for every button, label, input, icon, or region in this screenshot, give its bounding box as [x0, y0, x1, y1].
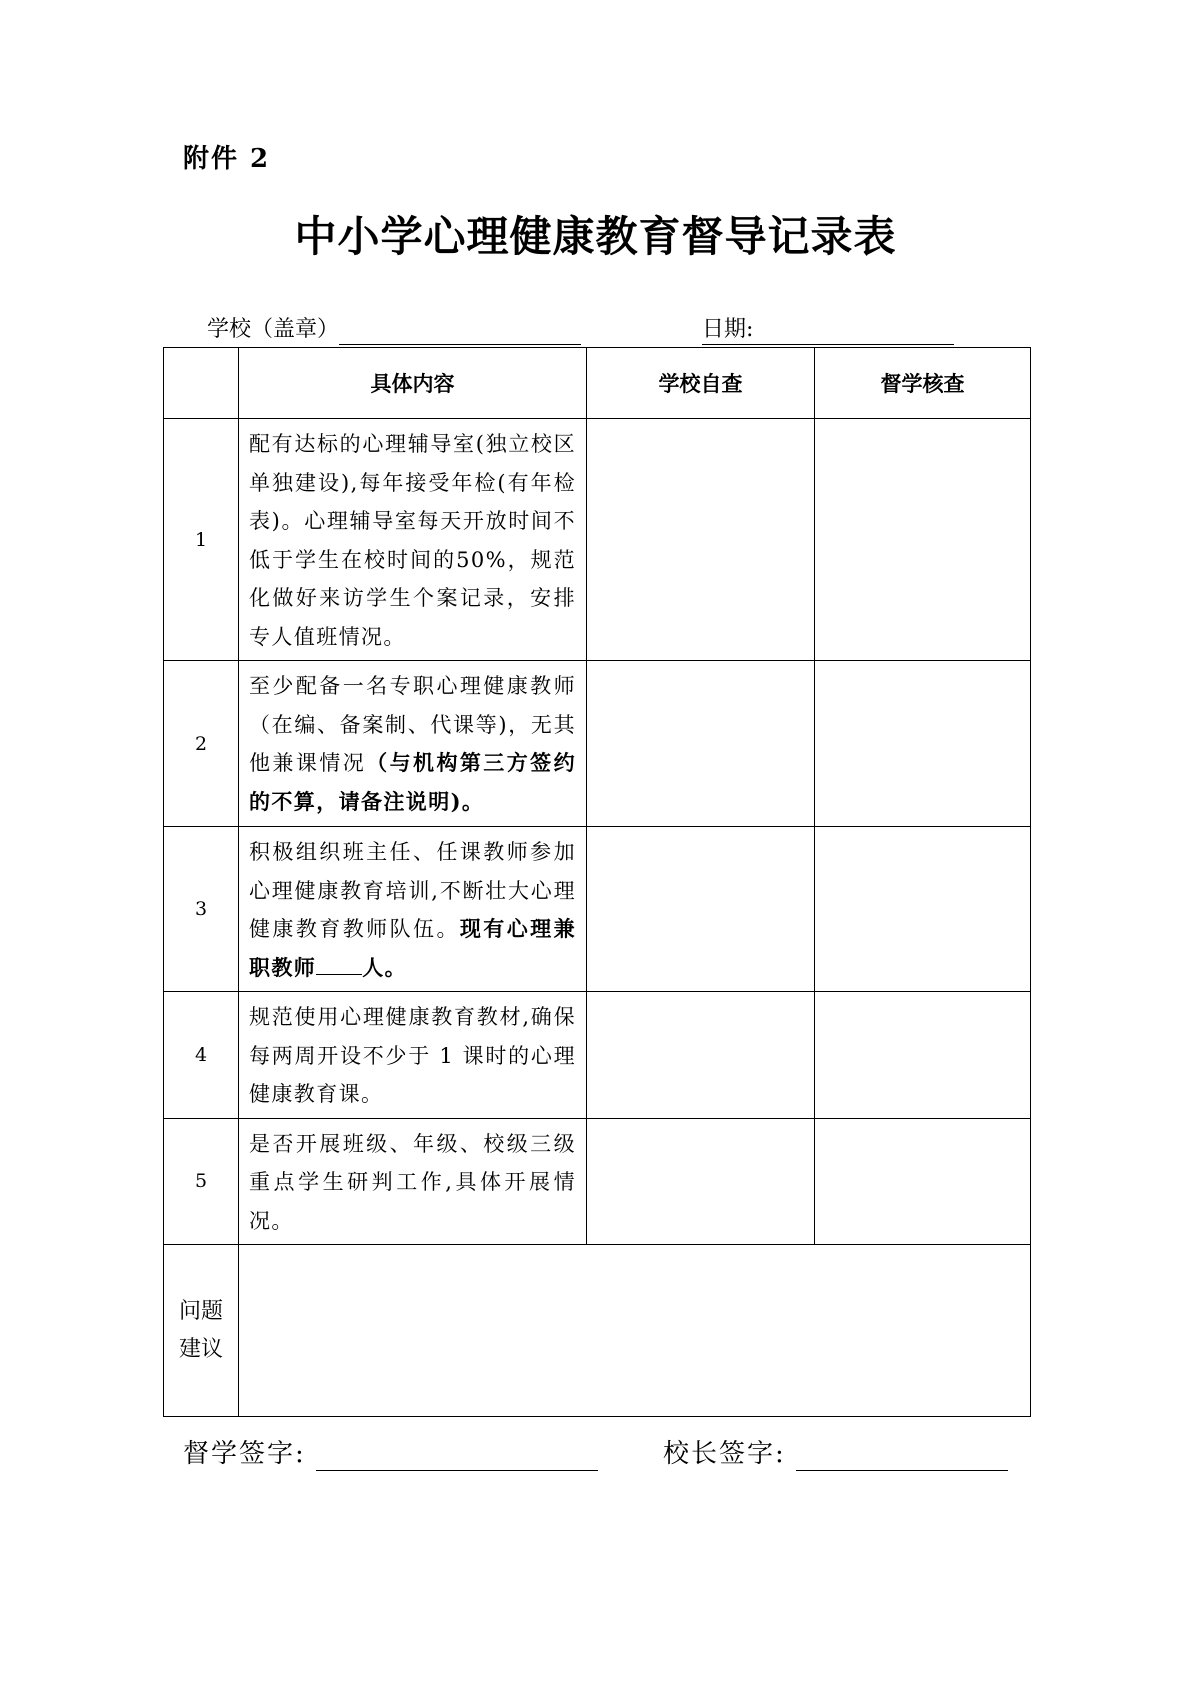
content-bold-note: 现有心理兼职教师 — [249, 916, 576, 980]
content-text: 至少配备一名专职心理健康教师（在编、备案制、代课等)，无其他兼课情况 — [249, 674, 576, 775]
inspector-sign-label: 督学签字: — [183, 1439, 306, 1469]
self-check-cell[interactable] — [587, 661, 815, 827]
inspector-check-cell[interactable] — [815, 827, 1031, 992]
table-row — [164, 827, 1031, 992]
inspector-check-cell[interactable] — [815, 661, 1031, 827]
inspector-check-cell[interactable] — [815, 992, 1031, 1119]
teacher-count-blank[interactable] — [316, 952, 362, 975]
self-check-cell[interactable] — [587, 992, 815, 1119]
row-content — [239, 661, 587, 827]
issues-label-line1: 问题 — [178, 1298, 223, 1324]
inspector-sign-line[interactable] — [316, 1434, 598, 1471]
issues-content-cell[interactable] — [239, 1245, 1031, 1417]
issues-label-line2: 建议 — [178, 1336, 223, 1362]
principal-sign-line[interactable] — [796, 1434, 1008, 1471]
row-content — [239, 419, 587, 661]
date-label: 日期: — [702, 317, 754, 342]
content-text: 是否开展班级、年级、校级三级重点学生研判工作,具体开展情况。 — [249, 1131, 576, 1233]
self-check-cell[interactable] — [587, 1118, 815, 1245]
date-field — [702, 316, 954, 344]
row-number: 1 — [164, 419, 239, 661]
header-inspector-check: 督学核查 — [815, 348, 1031, 419]
school-label: 学校（盖章） — [207, 317, 340, 342]
content-text: 配有达标的心理辅导室(独立校区单独建设),每年接受年检(有年检表)。心理辅导室每天开放时间不低于学生在校时间的50%，规范化做好来访学生个案记录，安排专人值班情况。 — [249, 432, 576, 649]
row-number: 3 — [164, 827, 239, 992]
content-text: 积极组织班主任、任课教师参加心理健康教育培训,不断壮大心理健康教育教师队伍。 — [249, 840, 576, 941]
table-header-row — [164, 348, 1031, 419]
table-row — [164, 419, 1031, 661]
content-bold-note: （与机构第三方签约的不算，请备注说明)。 — [249, 750, 576, 814]
inspector-check-cell[interactable] — [815, 1118, 1031, 1245]
school-fill-line[interactable] — [339, 316, 581, 345]
row-number: 2 — [164, 661, 239, 827]
school-stamp-field — [207, 316, 581, 344]
inspection-record-table — [163, 347, 1031, 1417]
content-bold-suffix: 人。 — [362, 954, 408, 980]
header-self-check: 学校自查 — [587, 348, 815, 419]
issues-label — [164, 1245, 239, 1417]
self-check-cell[interactable] — [587, 419, 815, 661]
row-content — [239, 992, 587, 1119]
row-number: 4 — [164, 992, 239, 1119]
table-row — [164, 661, 1031, 827]
principal-signature — [663, 1434, 1008, 1474]
attachment-label: 附件 2 — [183, 144, 271, 174]
issues-row — [164, 1245, 1031, 1417]
header-content: 具体内容 — [239, 348, 587, 419]
row-number: 5 — [164, 1118, 239, 1245]
row-content — [239, 1118, 587, 1245]
principal-sign-label: 校长签字: — [663, 1439, 786, 1469]
inspector-check-cell[interactable] — [815, 419, 1031, 661]
date-fill-line[interactable] — [702, 316, 954, 345]
table-row — [164, 1118, 1031, 1245]
header-number — [164, 348, 239, 419]
document-title: 中小学心理健康教育督导记录表 — [294, 212, 897, 261]
row-content — [239, 827, 587, 992]
table-row — [164, 992, 1031, 1119]
self-check-cell[interactable] — [587, 827, 815, 992]
content-text: 规范使用心理健康教育教材,确保每两周开设不少于 1 课时的心理健康教育课。 — [249, 1005, 576, 1106]
inspector-signature — [183, 1434, 598, 1474]
